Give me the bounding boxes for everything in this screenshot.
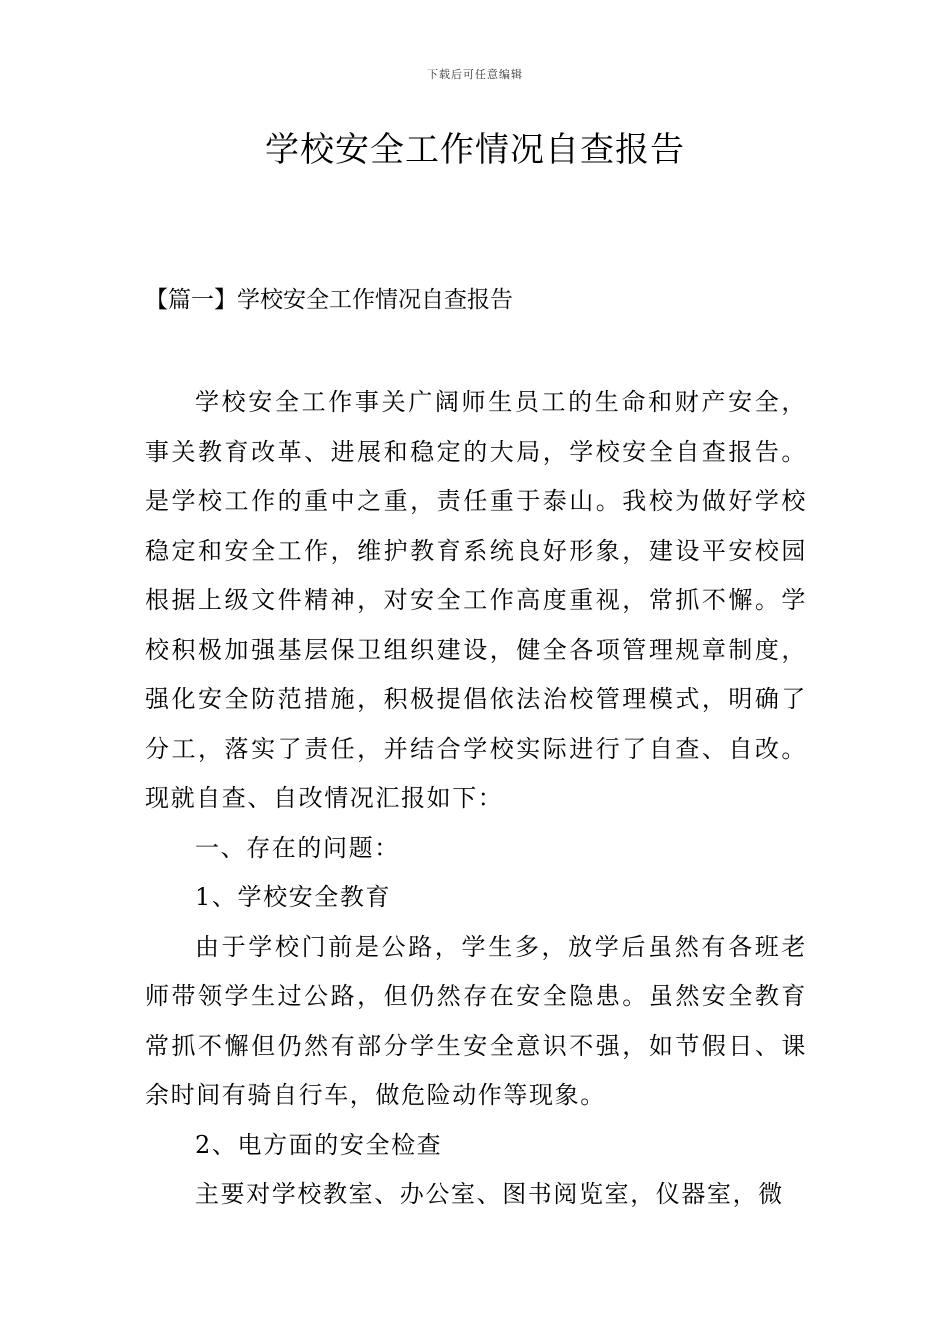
paragraph-subheading-electrical: 2、电方面的安全检查 (195, 1130, 443, 1159)
section-heading: 【篇一】学校安全工作情况自查报告 (145, 287, 513, 313)
document-body (145, 378, 807, 1220)
paragraph-subheading-safety-education: 1、学校安全教育 (195, 883, 392, 911)
paragraph-intro: 学校安全工作事关广阔师生员工的生命和财产安全，事关教育改革、进展和稳定的大局，学校安全自查报告。是学校工作的重中之重，责任重于泰山。我校为做好学校稳定和安全工作，维护教育系统良好形象，建设平安校园根据上级文件精神，对安全工作高度重视，常抓不懈。学校积极加强基层保卫组织建设，健全各项管理规章制度，强化安全防范措施，积极提倡依法治校管理模式，明确了分工，落实了责任，并结合学校实际进行了自查、自改。现就自查、自改情况汇报如下： (145, 388, 807, 812)
paragraph-electrical: 主要对学校教室、办公室、图书阅览室，仪器室，微 (195, 1180, 784, 1208)
document-title: 学校安全工作情况自查报告 (265, 130, 685, 170)
paragraph-problems-heading: 一、存在的问题： (195, 833, 400, 862)
paragraph-safety-education: 由于学校门前是公路，学生多，放学后虽然有各班老师带领学生过公路，但仍然存在安全隐患。虽然安全教育常抓不懈但仍然有部分学生安全意识不强，如节假日、课余时间有骑自行车，做危险动作等现象。 (145, 932, 807, 1109)
header-note: 下载后可任意编辑 (427, 68, 523, 81)
